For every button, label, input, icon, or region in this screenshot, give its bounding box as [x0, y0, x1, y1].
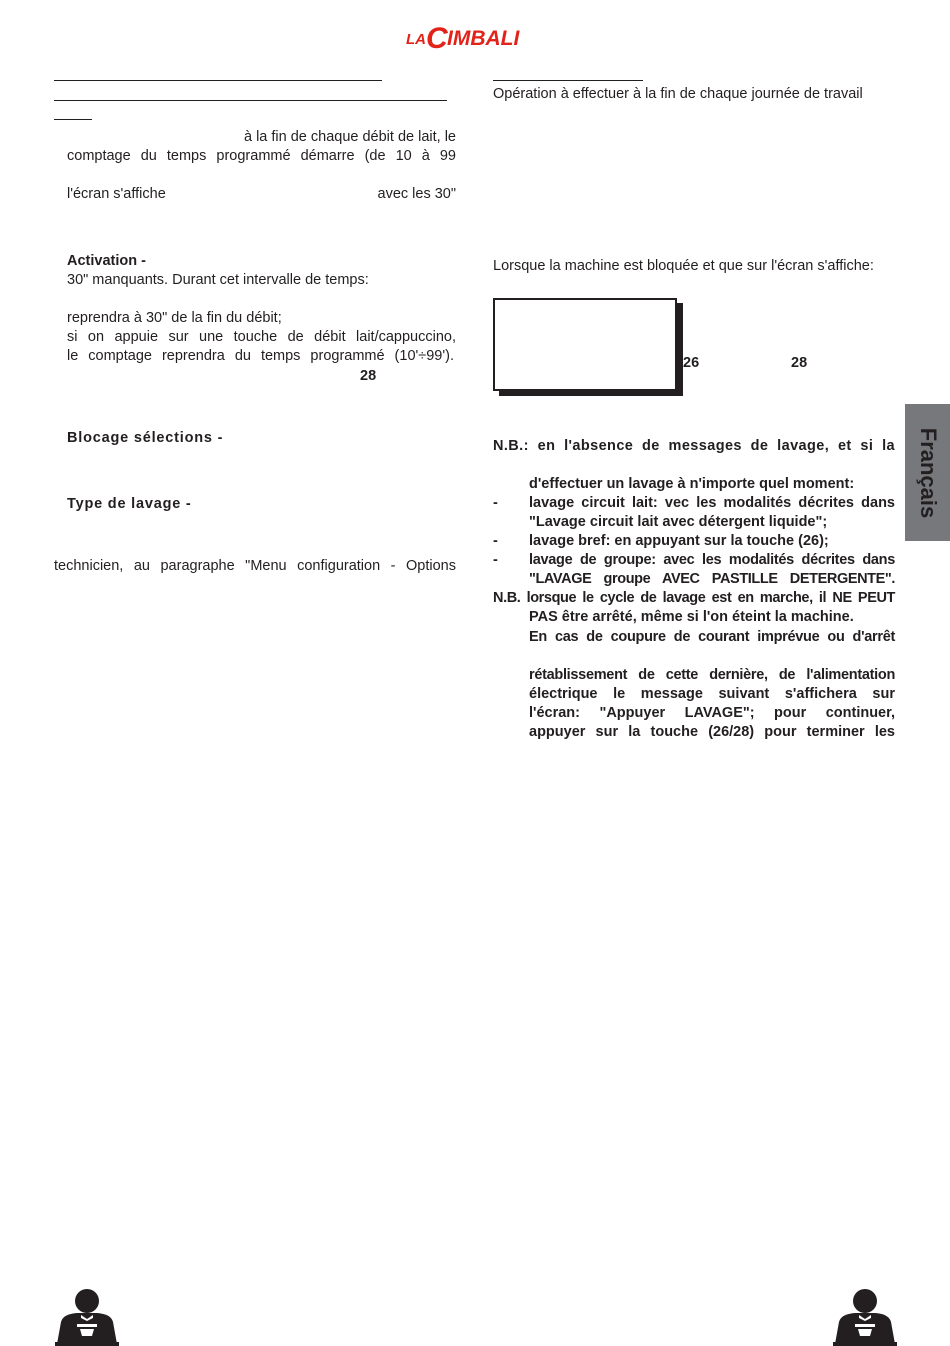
language-tab [905, 404, 950, 541]
paragraph-line: Lorsque la machine est bloquée et que sur l'écran s'affiche: [493, 258, 874, 274]
bullet-item: "Lavage circuit lait avec détergent liquide"; [529, 514, 828, 530]
nb-note: l'écran: "Appuyer LAVAGE"; pour continuer, [529, 705, 895, 721]
bullet-item: lavage de groupe: avec les modalités décrites dans [529, 552, 895, 568]
nb-note: appuyer sur la touche (26/28) pour terminer les [529, 724, 895, 740]
nb-note: électrique le message suivant s'affichera sur [529, 686, 895, 702]
nb-note: En cas de coupure de courant imprévue ou d'arrêt [529, 629, 895, 645]
nb-note: rétablissement de cette dernière, de l'alimentation [529, 667, 895, 683]
nb-note: d'effectuer un lavage à n'importe quel moment: [529, 476, 855, 492]
paragraph-line: 30" manquants. Durant cet intervalle de temps: [67, 272, 369, 288]
svg-text:LA: LA [406, 31, 426, 48]
paragraph-line: l'écran s'affiche [67, 186, 166, 202]
paragraph-line: comptage du temps programmé démarre (de 10 à 99 [67, 148, 456, 164]
paragraph-line: avec les 30" [377, 186, 456, 202]
paragraph-line: technicien, au paragraphe "Menu configuration - Options [54, 558, 456, 574]
paragraph-line: reprendra à 30" de la fin du débit; [67, 310, 282, 326]
bullet-item: lavage circuit lait: vec les modalités décrites dans [529, 495, 895, 511]
blocage-label: Blocage sélections - [67, 430, 224, 446]
barista-icon [55, 1288, 119, 1346]
barista-icon [833, 1288, 897, 1346]
paragraph-line: si on appuie sur une touche de débit lait/cappuccino, [67, 329, 456, 345]
svg-text:IMBALI: IMBALI [447, 27, 520, 50]
language-tab-label: Français [915, 427, 941, 518]
bullet-item: lavage bref: en appuyant sur la touche (26); [529, 533, 829, 549]
lavage-type-label: Type de lavage - [67, 496, 192, 512]
nb-note: PAS être arrêté, même si l'on éteint la machine. [529, 609, 854, 625]
reference-number: 28 [791, 355, 808, 371]
reference-number: 28 [360, 368, 377, 384]
bullet-dash: - [493, 495, 498, 511]
display-screen [493, 298, 677, 391]
paragraph-line: à la fin de chaque débit de lait, le [243, 129, 456, 145]
paragraph-line: le comptage reprendra du temps programmé (10'÷99'). [67, 348, 454, 364]
nb-note: N.B.: en l'absence de messages de lavage, et si la [493, 438, 895, 454]
activation-label: Activation - [67, 253, 146, 269]
heading-rule [54, 119, 92, 120]
heading-rule [54, 100, 447, 101]
paragraph-line: Opération à effectuer à la fin de chaque journée de travail [493, 86, 863, 102]
heading-rule [493, 80, 643, 81]
bullet-dash: - [493, 533, 498, 549]
lacimbali-logo [404, 19, 546, 53]
reference-number: 26 [683, 355, 700, 371]
bullet-item: "LAVAGE groupe AVEC PASTILLE DETERGENTE". [529, 571, 895, 587]
nb-note: N.B. lorsque le cycle de lavage est en marche, il NE PEUT [493, 590, 895, 606]
bullet-dash: - [493, 552, 498, 568]
svg-text:C: C [426, 22, 448, 53]
heading-rule [54, 80, 382, 81]
